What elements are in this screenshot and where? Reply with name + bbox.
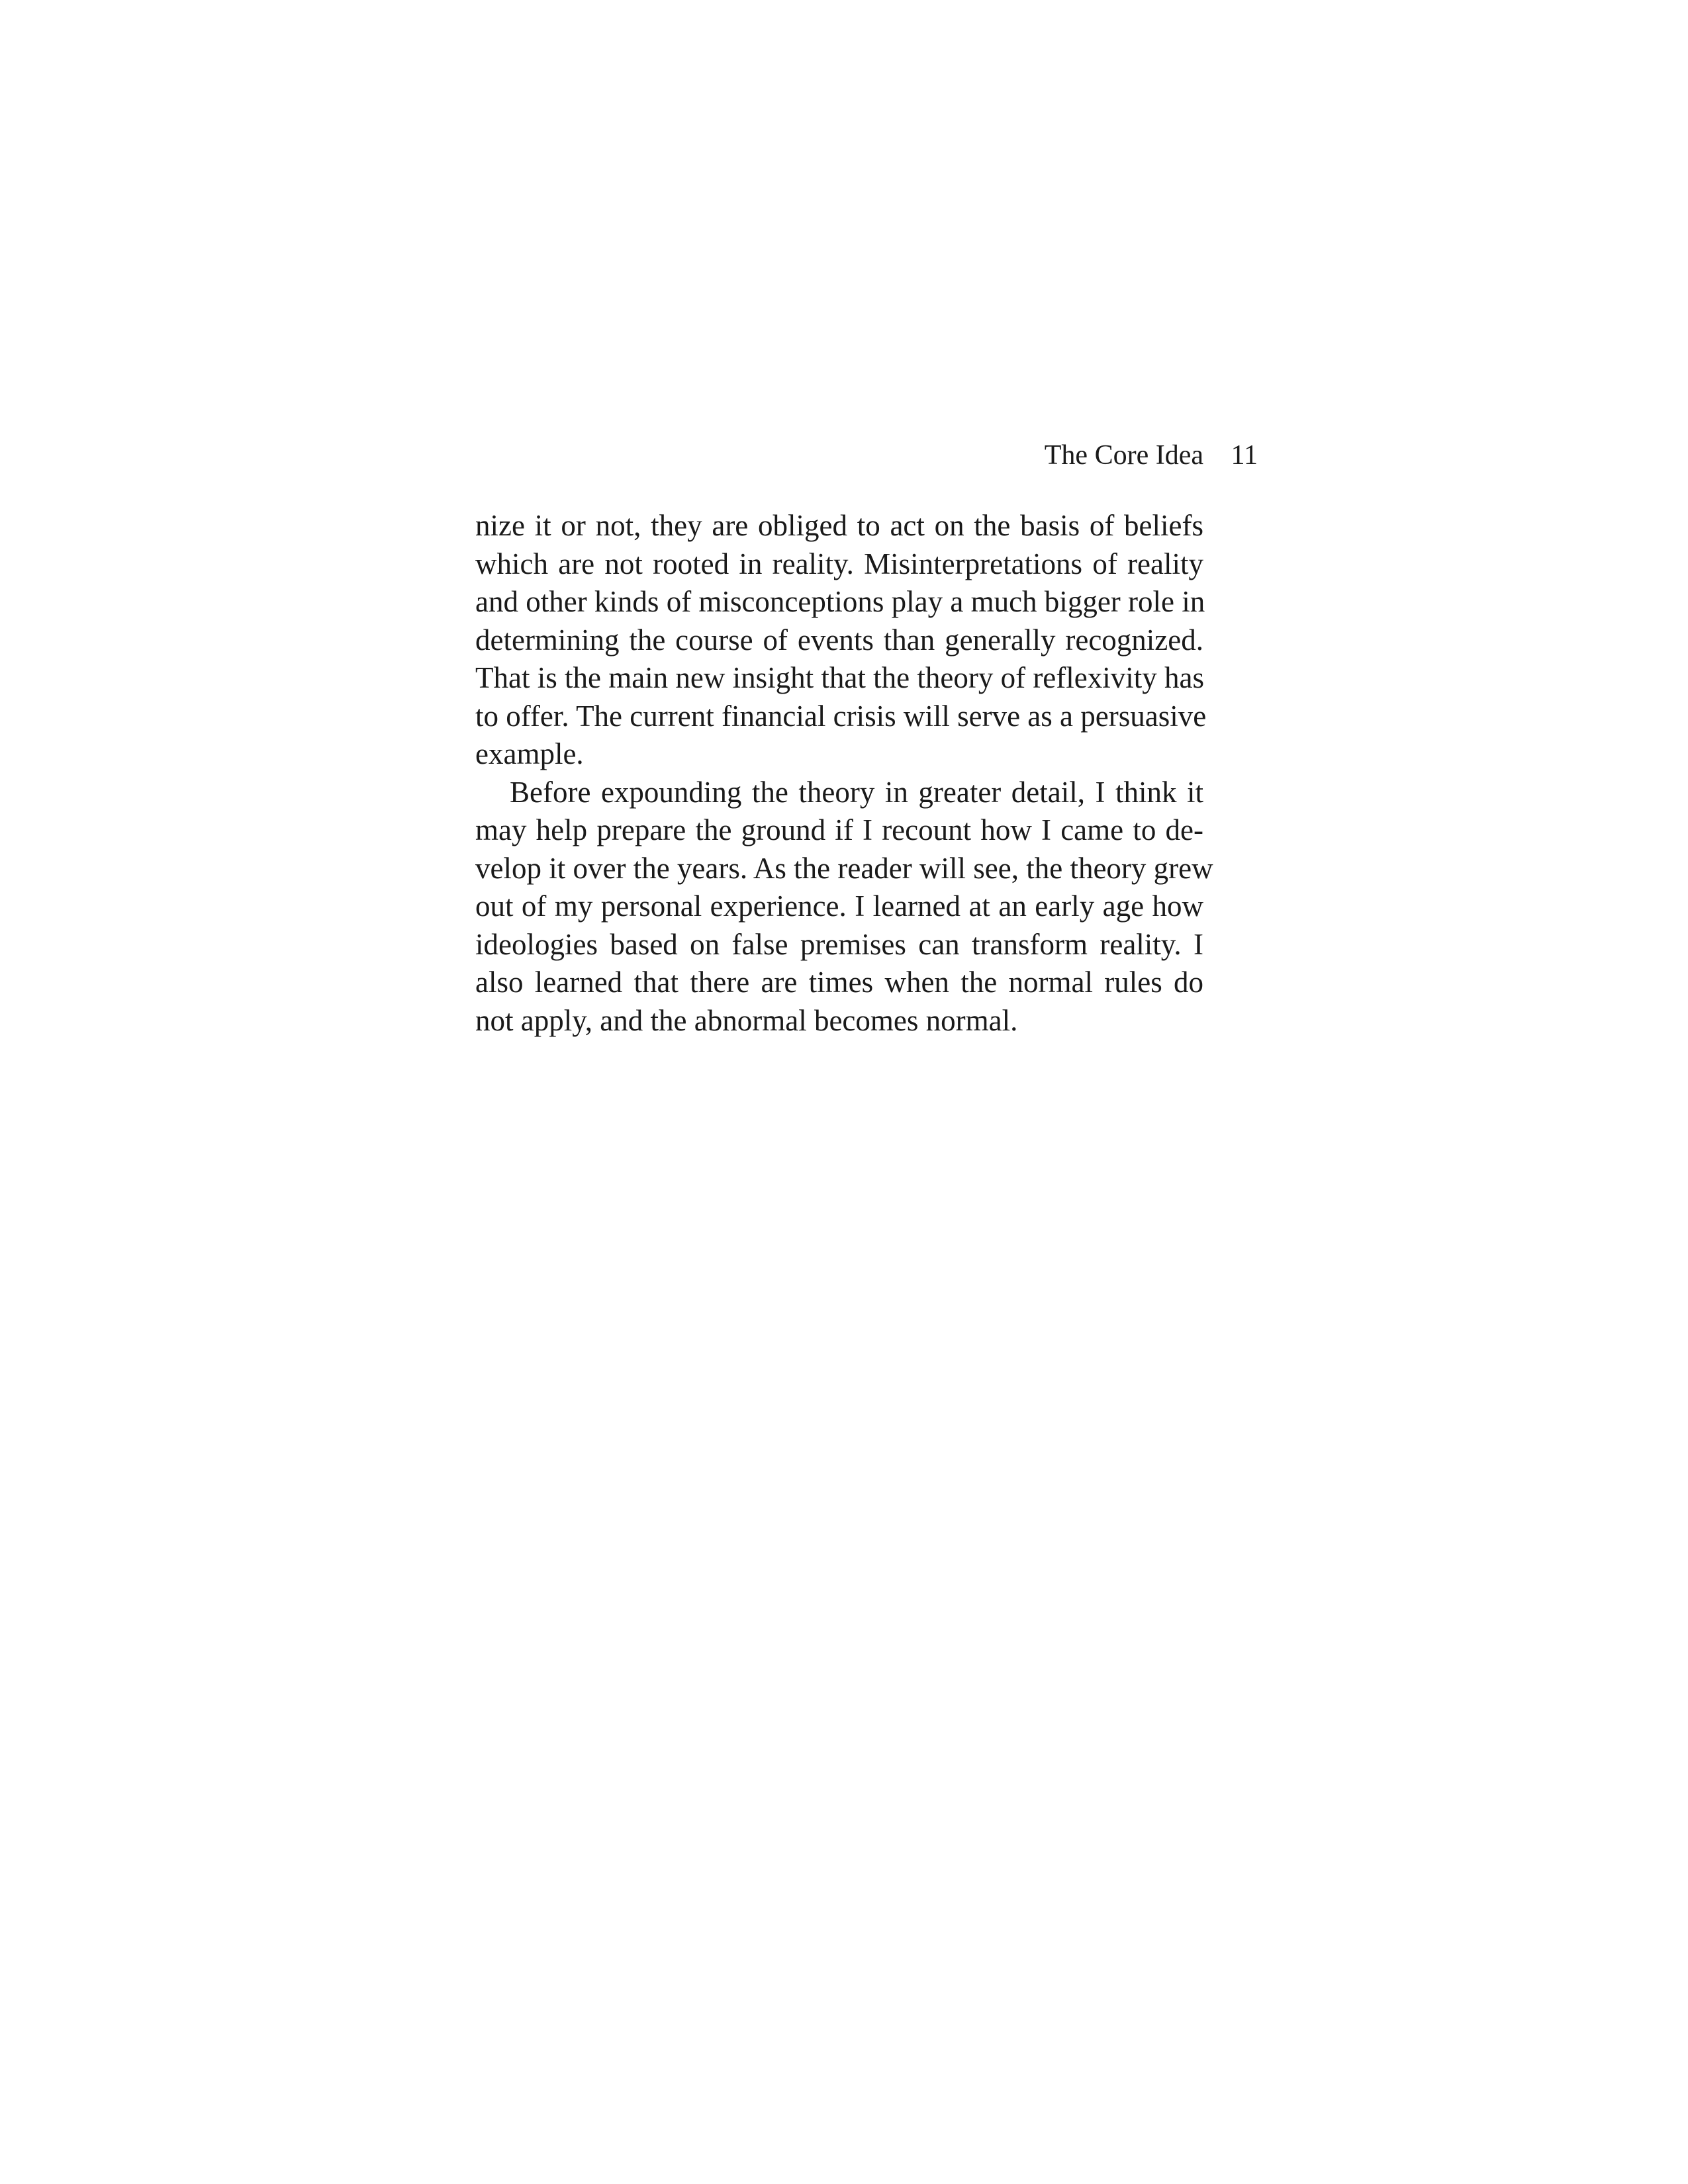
text-line: ideologies based on false premises can transform reality. I [475,927,1203,961]
chapter-title: The Core Idea [1044,440,1203,471]
text-line: out of my personal experience. I learned at an early age how [475,889,1203,923]
text-line: Before expounding the theory in greater detail, I think it [510,775,1203,809]
text-line: determining the course of events than generally recognized. [475,623,1203,657]
text-line: to offer. The current financial crisis will serve as a persuasive [475,699,1207,733]
paragraph-1 [475,507,1207,774]
text-line: not apply, and the abnormal becomes normal. [475,1003,1018,1037]
body-text [475,507,1213,1040]
paragraph-2 [475,774,1213,1040]
text-line: may help prepare the ground if I recount how I came to de- [475,813,1203,846]
text-line: example. [475,737,584,770]
text-line: and other kinds of misconceptions play a much bigger role in [475,585,1205,618]
text-line: velop it over the years. As the reader will see, the theory grew [475,851,1213,885]
page-number: 11 [1231,440,1258,471]
text-line: That is the main new insight that the theory of reflexivity has [475,661,1204,694]
text-line: also learned that there are times when the normal rules do [475,966,1203,999]
text-line: nize it or not, they are obliged to act on the basis of beliefs [475,509,1203,542]
text-line: which are not rooted in reality. Misinterpretations of reality [475,547,1203,580]
running-head [940,435,1258,475]
